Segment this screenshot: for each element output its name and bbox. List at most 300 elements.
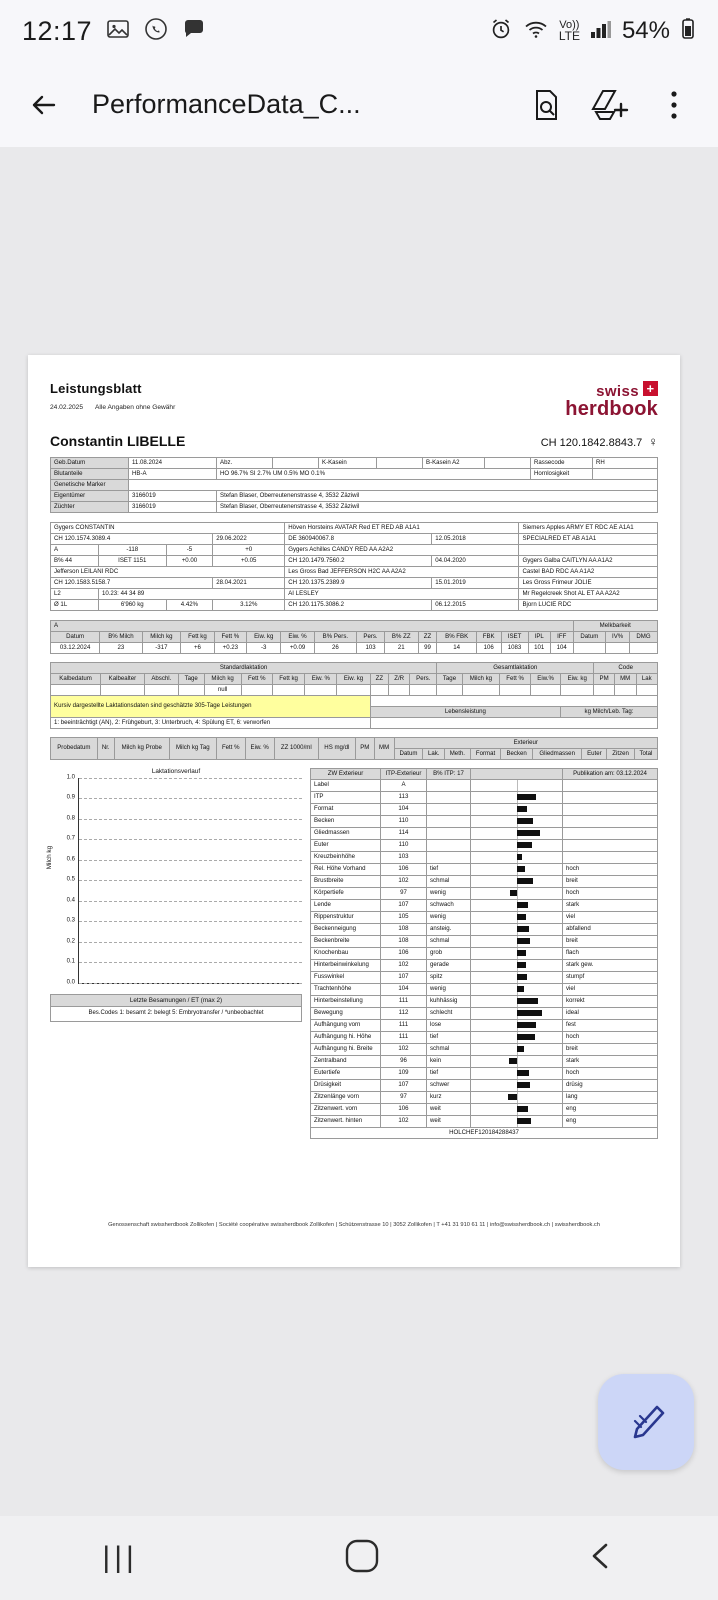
exterieur-trait-right-desc: lang (563, 1091, 658, 1103)
cell: Lebensleistung (370, 706, 560, 717)
exterieur-bar (471, 995, 563, 1007)
cell (561, 684, 594, 695)
sheet-title: Leistungsblatt (50, 381, 142, 396)
exterieur-bar (471, 983, 563, 995)
chart-ylabel: Milch kg (46, 845, 53, 869)
cell: 26 (314, 642, 356, 653)
table-row (51, 522, 658, 533)
animal-name: Constantin LIBELLE (50, 433, 186, 449)
table-row (311, 1055, 658, 1067)
cell: 12.05.2018 (432, 533, 519, 544)
cell: -317 (142, 642, 180, 653)
exterieur-trait-left-desc: schmal (427, 1043, 471, 1055)
table-row (311, 839, 658, 851)
cell: L2 (51, 588, 99, 599)
signal-icon (590, 17, 612, 46)
wifi-icon (523, 17, 549, 46)
exterieur-trait-label: Drüsigkeit (311, 1079, 381, 1091)
exterieur-trait-value: A (381, 779, 427, 791)
cell: K-Kasein (319, 457, 377, 468)
cell: Gygers Galba CAITLYN AA A1A2 (519, 555, 658, 566)
cell (337, 684, 370, 695)
cell (606, 642, 630, 653)
chart-gridline (79, 819, 302, 820)
table-row (311, 935, 658, 947)
table-row (311, 815, 658, 827)
edit-signature-icon (623, 1399, 669, 1445)
cell: CH 120.1375.2389.9 (285, 577, 432, 588)
besamungen-note: Bes.Codes 1: besamt 2: belegt 5: Embryotransfer / *unbeobachtet (88, 1010, 264, 1017)
cell: Genetische Marker (51, 479, 129, 490)
recents-button[interactable]: ||| (102, 1541, 138, 1574)
cell: +0.09 (281, 642, 314, 653)
table-row (311, 1007, 658, 1019)
chart-ytick: 0.6 (66, 855, 75, 862)
exterieur-bar (471, 863, 563, 875)
exterieur-trait-right-desc: stark (563, 1055, 658, 1067)
exterieur-trait-right-desc (563, 827, 658, 839)
exterieur-trait-left-desc (427, 791, 471, 803)
cell (531, 684, 561, 695)
col-header: PM (594, 673, 614, 684)
cell: Melkbarkeit (573, 620, 658, 631)
col-header: Meth. (444, 748, 470, 759)
chart-plot-area (66, 773, 302, 985)
chart-gridline (79, 798, 302, 799)
exterieur-trait-right-desc: breit (563, 875, 658, 887)
exterieur-trait-left-desc: tief (427, 1067, 471, 1079)
exterieur-trait-value: 110 (381, 815, 427, 827)
cell: Blutanteile (51, 468, 129, 479)
cell (573, 642, 606, 653)
exterieur-bar (471, 971, 563, 983)
exterieur-trait-label: Aufhängung hi. Höhe (311, 1031, 381, 1043)
cell: +0.23 (214, 642, 246, 653)
exterieur-bar (471, 815, 563, 827)
exterieur-trait-right-desc: hoch (563, 1031, 658, 1043)
exterieur-trait-label: Hinterbeinwinkelung (311, 959, 381, 971)
cell: 1083 (501, 642, 528, 653)
cell: Gygers CONSTANTIN (51, 522, 285, 533)
cell (462, 684, 499, 695)
exterieur-bar (471, 1007, 563, 1019)
back-button[interactable] (586, 1537, 616, 1580)
exterieur-trait-right-desc: hoch (563, 887, 658, 899)
cell: 04.04.2020 (432, 555, 519, 566)
cell: Les Gross Bad JEFFERSON H2C AA A2A2 (285, 566, 519, 577)
cell: Ø 1L (51, 599, 99, 610)
exterieur-trait-left-desc: wenig (427, 911, 471, 923)
exterieur-trait-label: Kreuzbeinhöhe (311, 851, 381, 863)
sheet-disclaimer: Alle Angaben ohne Gewähr (95, 404, 176, 412)
col-header: Eiw. kg (561, 673, 594, 684)
table-row (51, 662, 658, 673)
exterieur-trait-label: Lende (311, 899, 381, 911)
exterieur-trait-right-desc: breit (563, 935, 658, 947)
col-header: Eiw. % (281, 631, 314, 642)
chart-ytick: 0.3 (66, 917, 75, 924)
lactation-note-highlight: Kursiv dargestellte Laktationsdaten sind geschätzte 305-Tage Leistungen (51, 695, 371, 717)
exterieur-trait-label: Euter (311, 839, 381, 851)
exterieur-trait-value: 113 (381, 791, 427, 803)
cell: Standardlaktation (51, 662, 437, 673)
cell: Castel BAD RDC AA A1A2 (519, 566, 658, 577)
exterieur-trait-label: Zentralband (311, 1055, 381, 1067)
table-row (311, 779, 658, 791)
cell: ISET 1151 (98, 555, 166, 566)
cell (178, 684, 204, 695)
table-row (51, 501, 658, 512)
cell (614, 684, 636, 695)
exterieur-trait-label: Aufhängung vorn (311, 1019, 381, 1031)
cell: B-Kasein A2 (423, 457, 485, 468)
cell: Stefan Blaser, Oberreutenenstrasse 4, 3532 Zäziwil (217, 501, 658, 512)
table-row (311, 768, 658, 779)
exterieur-trait-value: 108 (381, 923, 427, 935)
exterieur-bar (471, 1091, 563, 1103)
breeding-values-table (50, 620, 658, 654)
chart-ytick: 0.7 (66, 835, 75, 842)
exterieur-trait-label: Zitzenwert. hinten (311, 1115, 381, 1127)
exterieur-bar (471, 923, 563, 935)
exterieur-trait-value: 104 (381, 803, 427, 815)
table-row (311, 791, 658, 803)
table-row (51, 544, 658, 555)
cell: Geb.Datum (51, 457, 129, 468)
exterieur-bar (471, 1079, 563, 1091)
cell: 23 (100, 642, 142, 653)
exterieur-bar (471, 875, 563, 887)
exterieur-trait-right-desc: stark gew. (563, 959, 658, 971)
exterieur-bar (471, 839, 563, 851)
exterieur-trait-right-desc: flach (563, 947, 658, 959)
exterieur-bar (471, 959, 563, 971)
exterieur-table (310, 768, 658, 1139)
cell: Gygers Achilles CANDY RED AA A2A2 (285, 544, 519, 555)
exterieur-bar (471, 887, 563, 899)
cell: CH 120.1479.7560.2 (285, 555, 432, 566)
cell: 21 (384, 642, 418, 653)
cell (144, 684, 178, 695)
table-row (311, 983, 658, 995)
document-search-icon[interactable] (524, 83, 568, 127)
exterieur-trait-left-desc: schwer (427, 1079, 471, 1091)
exterieur-trait-right-desc: ideal (563, 1007, 658, 1019)
cell (370, 695, 657, 706)
exterieur-trait-left-desc: wenig (427, 983, 471, 995)
exterieur-trait-right-desc: viel (563, 983, 658, 995)
col-header: B% Pers. (314, 631, 356, 642)
cell: +6 (181, 642, 215, 653)
col-header: ZW Exterieur (311, 768, 381, 779)
table-row (51, 631, 658, 642)
table-row (311, 947, 658, 959)
chart-gridline (79, 901, 302, 902)
exterieur-trait-value: 109 (381, 1067, 427, 1079)
table-row (311, 1019, 658, 1031)
cell: +0.05 (213, 555, 285, 566)
exterieur-trait-right-desc: fest (563, 1019, 658, 1031)
chart-ytick: 0.4 (66, 896, 75, 903)
col-header: Lak (636, 673, 657, 684)
exterieur-trait-value: 107 (381, 1079, 427, 1091)
cell (499, 684, 530, 695)
exterieur-trait-value: 111 (381, 1031, 427, 1043)
exterieur-section-title: Exterieur (394, 737, 657, 748)
exterieur-trait-value: 112 (381, 1007, 427, 1019)
identification-table (50, 457, 658, 513)
col-header: Lak. (423, 748, 444, 759)
cell: DE 360940067.8 (285, 533, 432, 544)
col-header: Eiw. % (305, 673, 337, 684)
exterieur-trait-right-desc (563, 779, 658, 791)
col-header: Becken (501, 748, 533, 759)
col-header: B% Milch (100, 631, 142, 642)
chart-gridline (79, 962, 302, 963)
app-bar (0, 62, 718, 147)
exterieur-trait-right-desc: hoch (563, 863, 658, 875)
exterieur-trait-right-desc: viel (563, 911, 658, 923)
exterieur-trait-right-desc: hoch (563, 1067, 658, 1079)
table-row (51, 490, 658, 501)
document-viewer[interactable] (0, 147, 718, 1516)
cell: 4.42% (166, 599, 213, 610)
cell: -5 (166, 544, 213, 555)
cell: 06.12.2015 (432, 599, 519, 610)
col-header: Fett % (499, 673, 530, 684)
exterieur-trait-left-desc: kurz (427, 1091, 471, 1103)
col-header: Fett % (216, 737, 245, 759)
col-header: Z/R (388, 673, 409, 684)
table-row (51, 620, 658, 631)
exterieur-trait-label: Knochenbau (311, 947, 381, 959)
col-header: ZZ 1000/ml (274, 737, 318, 759)
exterieur-trait-label: Zitzenlänge vorn (311, 1091, 381, 1103)
col-header: Milch kg (204, 673, 241, 684)
cell: 3166019 (129, 501, 217, 512)
chart-ytick: 0.1 (66, 958, 75, 965)
chart-gridline (79, 921, 302, 922)
cell (305, 684, 337, 695)
table-row (311, 1043, 658, 1055)
exterieur-trait-left-desc: tief (427, 863, 471, 875)
cell: 29.06.2022 (213, 533, 285, 544)
exterieur-trait-left-desc: weit (427, 1115, 471, 1127)
cell: 10.23: 44 34 89 (98, 588, 284, 599)
exterieur-trait-left-desc: schmal (427, 875, 471, 887)
table-row (311, 1091, 658, 1103)
exterieur-trait-value: 106 (381, 1103, 427, 1115)
cell: kg Milch/Leb. Tag: (561, 706, 658, 717)
cell: HB-A (129, 468, 217, 479)
cell (437, 684, 463, 695)
table-row (311, 863, 658, 875)
cell (241, 684, 272, 695)
col-header: Fett % (214, 631, 246, 642)
chart-ytick: 0.9 (66, 794, 75, 801)
cell (388, 684, 409, 695)
drive-add-icon[interactable] (588, 83, 632, 127)
exterieur-trait-label: Bewegung (311, 1007, 381, 1019)
table-row (311, 995, 658, 1007)
col-header: Eiw. kg (246, 631, 280, 642)
col-header: Tage (437, 673, 463, 684)
home-button[interactable] (343, 1537, 381, 1580)
cell: 106 (476, 642, 501, 653)
col-header: Eiw.% (531, 673, 561, 684)
chart-ytick: 0.2 (66, 937, 75, 944)
exterieur-trait-value: 111 (381, 1019, 427, 1031)
exterieur-trait-left-desc: kein (427, 1055, 471, 1067)
col-header: Abschl. (144, 673, 178, 684)
sex-icon: ♀ (648, 433, 658, 449)
lactation-table (50, 662, 658, 729)
col-header: Pers. (410, 673, 437, 684)
col-header: Datum (394, 748, 423, 759)
col-header: Format (470, 748, 501, 759)
cell: HO 96.7% SI 2.7% UM 0.5% MO 0.1% (217, 468, 531, 479)
exterieur-trait-label: Beckenneigung (311, 923, 381, 935)
exterieur-trait-right-desc (563, 851, 658, 863)
cell: +0 (213, 544, 285, 555)
cell: A (51, 544, 99, 555)
exterieur-trait-label: Zitzenwert. vorn (311, 1103, 381, 1115)
table-row (311, 899, 658, 911)
exterieur-trait-right-desc: korrekt (563, 995, 658, 1007)
exterieur-trait-value: 103 (381, 851, 427, 863)
exterieur-bar (471, 911, 563, 923)
exterieur-trait-label: Rel. Höhe Vorhand (311, 863, 381, 875)
exterieur-trait-label: Hinterbeinstellung (311, 995, 381, 1007)
cell: Les Gross Frimeur JOLIE (519, 577, 658, 588)
col-header: FBK (476, 631, 501, 642)
exterieur-trait-value: 111 (381, 995, 427, 1007)
cell (636, 684, 657, 695)
chart-ytick: 0.8 (66, 814, 75, 821)
cell: Code (594, 662, 658, 673)
more-options-icon[interactable] (652, 83, 696, 127)
cell: Gesamtlaktation (437, 662, 594, 673)
exterieur-trait-value: 104 (381, 983, 427, 995)
exterieur-trait-label: Rippenstruktur (311, 911, 381, 923)
volte-icon: Vo)) LTE (558, 19, 580, 43)
sheet-date: 24.02.2025 (50, 404, 84, 412)
exterieur-trait-left-desc (427, 827, 471, 839)
cell (377, 457, 423, 468)
cell: AI LESLEY (285, 588, 519, 599)
exterieur-trait-right-desc (563, 803, 658, 815)
col-header: Milch kg (142, 631, 180, 642)
cell (370, 717, 657, 728)
exterieur-trait-left-desc: tief (427, 1031, 471, 1043)
cell (129, 479, 658, 490)
exterieur-bar (471, 1031, 563, 1043)
sheet-header (50, 381, 658, 419)
besamungen-box (50, 994, 302, 1022)
table-row (311, 923, 658, 935)
chart-gridline (79, 860, 302, 861)
table-row (311, 875, 658, 887)
chart-gridline (79, 942, 302, 943)
cell: 15.01.2019 (432, 577, 519, 588)
exterieur-bar (471, 899, 563, 911)
col-header: IPL (528, 631, 551, 642)
table-row (311, 1103, 658, 1115)
table-row (311, 911, 658, 923)
cell: 03.12.2024 (51, 642, 100, 653)
cell: Siemers Apples ARMY ET RDC AE A1A1 (519, 522, 658, 533)
exterieur-trait-value: 106 (381, 863, 427, 875)
col-header: Datum (573, 631, 606, 642)
chart-ytick: 1.0 (66, 773, 75, 780)
swiss-cross-icon: + (643, 381, 658, 396)
col-header: Fett kg (181, 631, 215, 642)
table-row (311, 887, 658, 899)
table-row (51, 717, 658, 728)
table-row (311, 971, 658, 983)
exterieur-trait-value: 106 (381, 947, 427, 959)
message-icon (182, 17, 206, 46)
edit-signature-fab[interactable] (598, 1374, 694, 1470)
cell: Höven Horsteins AVATAR Red ET RED AB A1A1 (285, 522, 519, 533)
status-bar-right (489, 17, 696, 46)
col-header: Eiw. % (245, 737, 274, 759)
col-header: Kalbedatum (51, 673, 101, 684)
exterieur-trait-right-desc: drüsig (563, 1079, 658, 1091)
cell: 28.04.2021 (213, 577, 285, 588)
swissherdbook-logo (565, 381, 658, 419)
col-header: Nr. (97, 737, 114, 759)
table-row (51, 457, 658, 468)
col-header: B% ZZ (384, 631, 418, 642)
exterieur-trait-left-desc (427, 779, 471, 791)
cell: 104 (551, 642, 574, 653)
besamungen-title: Letzte Besamungen / ET (max 2) (51, 995, 301, 1008)
cell: null (204, 684, 241, 695)
exterieur-trait-value: 105 (381, 911, 427, 923)
exterieur-trait-left-desc (427, 839, 471, 851)
exterieur-bar (471, 1055, 563, 1067)
exterieur-trait-left-desc: ansteig. (427, 923, 471, 935)
cell: Stefan Blaser, Oberreutenenstrasse 4, 3532 Zäziwil (217, 490, 658, 501)
table-row (311, 959, 658, 971)
animal-id: CH 120.1842.8843.7 (540, 436, 643, 449)
cell: Rassecode (531, 457, 593, 468)
cell (101, 684, 145, 695)
col-header: Fett % (241, 673, 272, 684)
logo-line2: herdbook (565, 398, 658, 420)
exterieur-trait-value: 110 (381, 839, 427, 851)
cell: SPECIALRED ET AB A1A1 (519, 533, 658, 544)
col-header: Zitzen (607, 748, 634, 759)
cell (485, 457, 531, 468)
battery-icon (680, 17, 696, 46)
table-row (311, 1079, 658, 1091)
exterieur-trait-label: Beckenbreite (311, 935, 381, 947)
col-header: PM (355, 737, 374, 759)
cell: +0.00 (166, 555, 213, 566)
pdf-page (28, 355, 680, 1267)
exterieur-table-box (310, 768, 658, 1139)
col-header: B% FBK (437, 631, 476, 642)
cell (593, 468, 658, 479)
col-header: Total (634, 748, 657, 759)
exterieur-trait-label: Becken (311, 815, 381, 827)
cell (410, 684, 437, 695)
exterieur-trait-label: Fusswinkel (311, 971, 381, 983)
exterieur-trait-left-desc: kuhhässig (427, 995, 471, 1007)
back-arrow-icon[interactable] (22, 83, 66, 127)
